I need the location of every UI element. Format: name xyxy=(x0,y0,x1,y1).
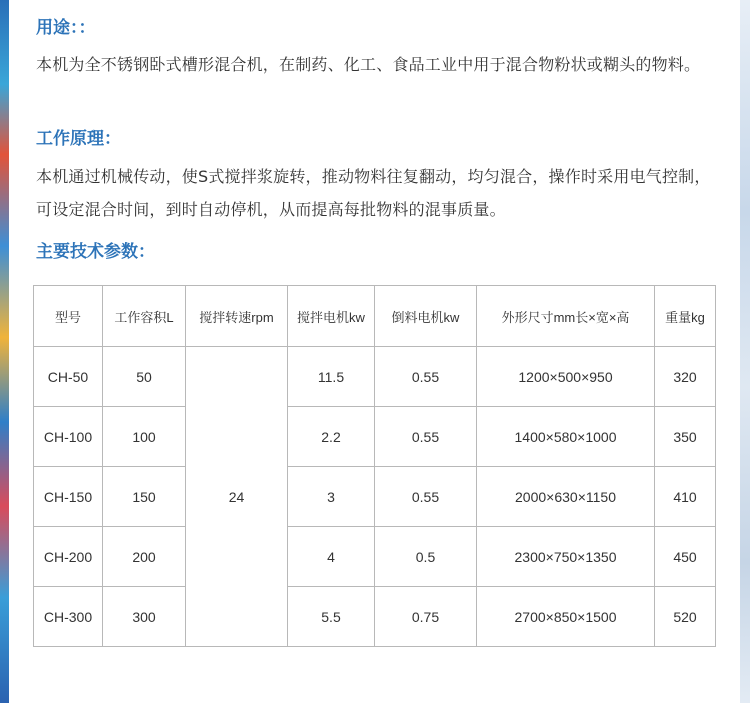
cell-volume: 50 xyxy=(103,347,186,407)
header-model: 型号 xyxy=(34,286,103,347)
cell-model: CH-300 xyxy=(34,587,103,647)
right-edge-decoration xyxy=(740,0,750,703)
params-heading: 主要技术参数： xyxy=(36,242,155,262)
cell-model: CH-50 xyxy=(34,347,103,407)
cell-volume: 300 xyxy=(103,587,186,647)
cell-mix-motor: 2.2 xyxy=(288,407,375,467)
table-row xyxy=(34,587,716,647)
cell-dump-motor: 0.75 xyxy=(375,587,477,647)
cell-dump-motor: 0.55 xyxy=(375,407,477,467)
cell-weight: 410 xyxy=(655,467,716,527)
header-dimensions: 外形尺寸mm长×宽×高 xyxy=(477,286,655,347)
cell-dimensions: 2700×850×1500 xyxy=(477,587,655,647)
table-header-row xyxy=(34,286,716,347)
table-row xyxy=(34,347,716,407)
header-weight: 重量kg xyxy=(655,286,716,347)
cell-dump-motor: 0.55 xyxy=(375,347,477,407)
cell-dimensions: 2000×630×1150 xyxy=(477,467,655,527)
spec-table xyxy=(33,285,716,647)
cell-dimensions: 1400×580×1000 xyxy=(477,407,655,467)
principle-text: 本机通过机械传动，使S式搅拌浆旋转，推动物料往复翻动，均匀混合，操作时采用电气控制，可设定混合时间，到时自动停机，从而提高每批物料的混事质量。 xyxy=(36,167,711,219)
header-dump-motor: 倒料电机kw xyxy=(375,286,477,347)
header-mix-motor: 搅拌电机kw xyxy=(288,286,375,347)
principle-heading: 工作原理： xyxy=(36,129,121,149)
cell-weight: 450 xyxy=(655,527,716,587)
usage-heading: 用途：： xyxy=(36,18,96,38)
cell-model: CH-200 xyxy=(34,527,103,587)
usage-text: 本机为全不锈钢卧式槽形混合机，在制药、化工、食品工业中用于混合物粉状或糊头的物料。 xyxy=(36,55,701,74)
cell-model: CH-150 xyxy=(34,467,103,527)
cell-volume: 150 xyxy=(103,467,186,527)
table-row xyxy=(34,527,716,587)
header-volume: 工作容积L xyxy=(103,286,186,347)
cell-mix-motor: 11.5 xyxy=(288,347,375,407)
cell-mix-motor: 5.5 xyxy=(288,587,375,647)
cell-dump-motor: 0.55 xyxy=(375,467,477,527)
cell-dimensions: 2300×750×1350 xyxy=(477,527,655,587)
cell-volume: 100 xyxy=(103,407,186,467)
table-row xyxy=(34,467,716,527)
cell-weight: 350 xyxy=(655,407,716,467)
cell-volume: 200 xyxy=(103,527,186,587)
cell-mix-motor: 3 xyxy=(288,467,375,527)
cell-weight: 520 xyxy=(655,587,716,647)
cell-dimensions: 1200×500×950 xyxy=(477,347,655,407)
cell-dump-motor: 0.5 xyxy=(375,527,477,587)
cell-mix-motor: 4 xyxy=(288,527,375,587)
cell-model: CH-100 xyxy=(34,407,103,467)
cell-speed-shared: 24 xyxy=(186,347,288,647)
cell-weight: 320 xyxy=(655,347,716,407)
left-edge-decoration xyxy=(0,0,9,703)
table-row xyxy=(34,407,716,467)
header-speed: 搅拌转速rpm xyxy=(186,286,288,347)
